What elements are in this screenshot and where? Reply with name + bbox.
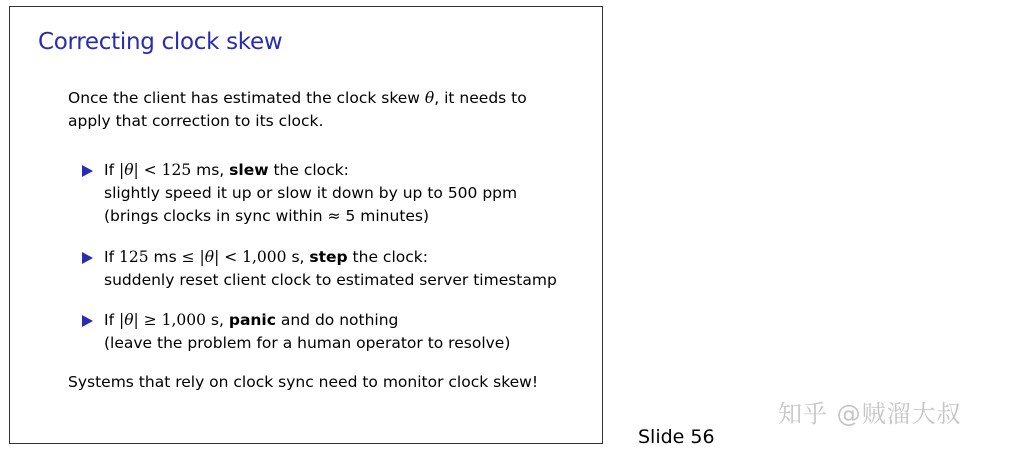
outro-paragraph: Systems that rely on clock sync need to monitor clock skew!	[68, 373, 539, 391]
triangle-bullet-icon	[82, 315, 93, 327]
bullet-slew-line-1: If |θ| < 125 ms, slew the clock:	[104, 161, 349, 179]
slide-number-label: Slide 56	[638, 426, 715, 448]
bullet-panic-line-1: If |θ| ≥ 1,000 s, panic and do nothing	[104, 311, 399, 329]
watermark: 知乎 @贼溜大叔	[778, 400, 962, 428]
triangle-bullet-icon	[82, 165, 93, 177]
slide-frame	[9, 6, 603, 444]
bullet-slew-line-3: (brings clocks in sync within ≈ 5 minutes)	[104, 207, 430, 225]
bullet-panic-line-2: (leave the problem for a human operator to resolve)	[104, 334, 511, 352]
bullet-step	[82, 246, 582, 292]
intro-line-1: Once the client has estimated the clock skew θ, it needs to	[68, 89, 527, 107]
intro-line-2: apply that correction to its clock.	[68, 112, 324, 130]
bullet-slew-line-2: slightly speed it up or slow it down by up to 500 ppm	[104, 184, 518, 202]
slide-title: Correcting clock skew	[38, 29, 283, 55]
bullet-slew	[82, 159, 582, 228]
bullet-step-line-1: If 125 ms ≤ |θ| < 1,000 s, step the clock:	[104, 248, 428, 266]
bullet-step-line-2: suddenly reset client clock to estimated server timestamp	[104, 271, 557, 289]
bullet-panic	[82, 309, 582, 355]
triangle-bullet-icon	[82, 252, 93, 264]
intro-paragraph	[68, 87, 568, 133]
